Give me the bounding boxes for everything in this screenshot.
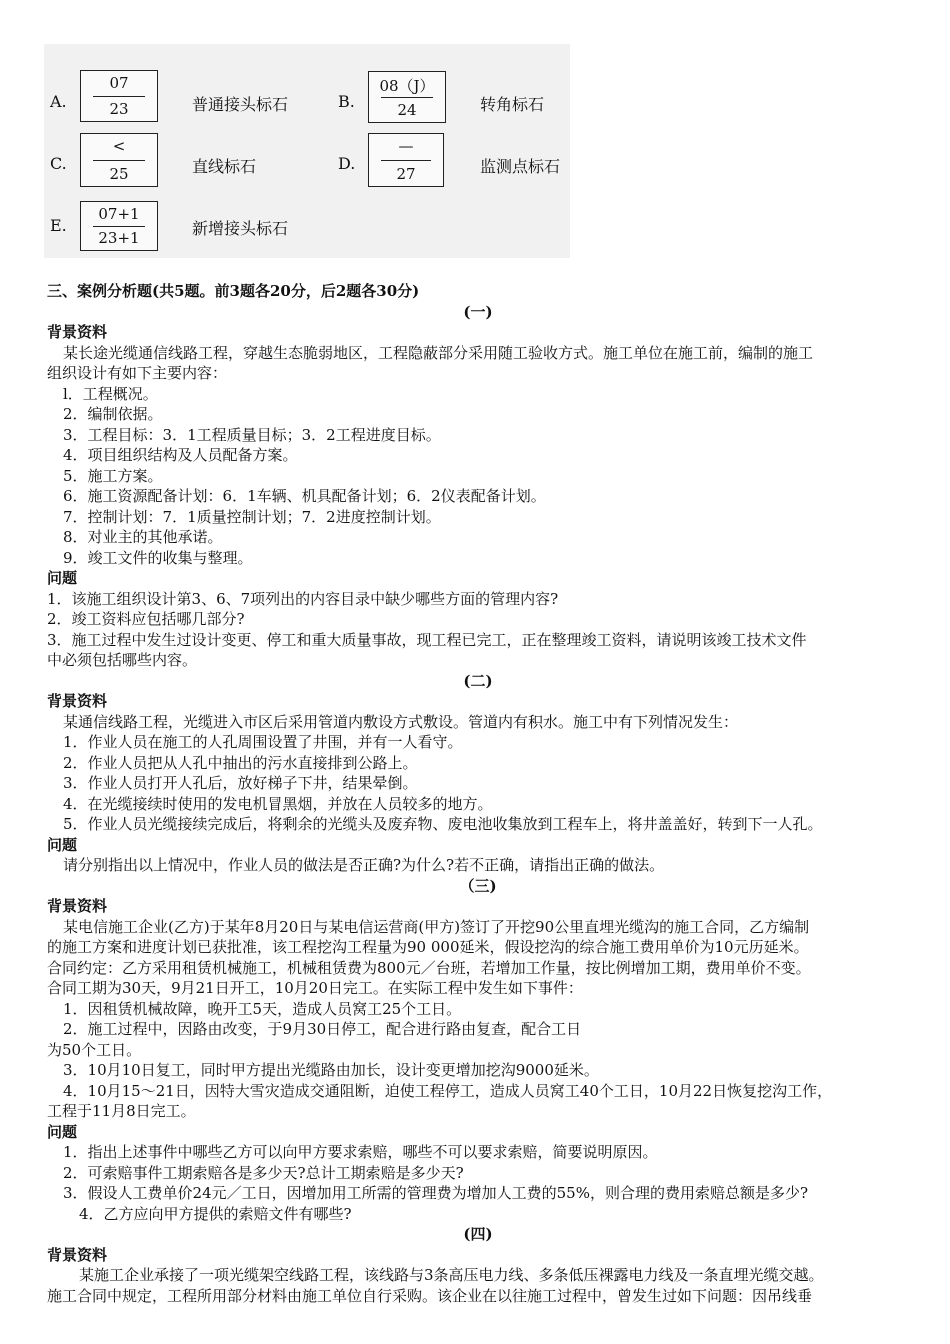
case-1-item-5: 5．施工方案。: [63, 466, 163, 485]
option-d-marker-box: [368, 133, 444, 187]
case-3-question-1: 1．指出上述事件中哪些乙方可以向甲方要求索赔，哪些不可以要求索赔，简要说明原因。: [63, 1143, 658, 1161]
case-1-question-3: 3．施工过程中发生过设计变更、停工和重大质量事故，现工程已完工，正在整理竣工资料，请说明该竣工技术文件: [47, 630, 807, 649]
section-heading: 三、案例分析题(共5题。前3题各20分，后2题各30分): [47, 282, 420, 300]
case-2-item-1: 1．作业人员在施工的人孔周围设置了井围，并有一人看守。: [63, 733, 463, 751]
case-3-event-2-cont: 为50个工日。: [47, 1040, 142, 1059]
case-1-heading: (一): [463, 302, 493, 321]
case-2-item-2: 2．作业人员把从人孔中抽出的污水直接排到公路上。: [63, 753, 418, 772]
case-2-paragraph: 某通信线路工程，光缆进入市区后采用管道内敷设方式敷设。管道内有积水。施工中有下列情况发生：: [63, 712, 739, 731]
case-1-question-1: 1．该施工组织设计第3、6、7项列出的内容目录中缺少哪些方面的管理内容?: [47, 589, 559, 608]
case-2-background-heading: 背景资料: [47, 692, 108, 710]
option-e-label: 新增接头标石: [192, 219, 289, 238]
case-4-paragraph: 某施工企业承接了一项光缆架空线路工程，该线路与3条高压电力线、多条低压裸露电力线及一条直埋光缆交越。: [79, 1266, 824, 1284]
option-e-divider: [93, 226, 145, 227]
option-d-letter: D.: [338, 154, 356, 173]
option-a-top-number: 07: [109, 74, 129, 92]
option-a-bottom-number: 23: [109, 100, 129, 118]
case-4-heading: (四): [463, 1225, 493, 1243]
option-d-bottom-number: 27: [396, 165, 416, 183]
case-2-item-3: 3．作业人员打开人孔后，放好梯子下井，结果晕倒。: [63, 774, 418, 792]
option-e-marker-box: [80, 201, 158, 251]
option-e-top-number: 07+1: [98, 205, 140, 223]
case-1-item-8: 8．对业主的其他承诺。: [63, 528, 223, 546]
case-3-event-4-cont: 工程于11月8日完工。: [47, 1102, 196, 1120]
option-b-label: 转角标石: [480, 95, 545, 114]
case-4-paragraph-cont: 施工合同中规定，工程所用部分材料由施工单位自行采购。该企业在以往施工过程中，曾发生过如下问题：因吊线垂: [47, 1286, 813, 1305]
case-1-item-7: 7．控制计划：7．1质量控制计划；7．2进度控制计划。: [63, 507, 441, 526]
case-3-event-2: 2．施工过程中，因路由改变，于9月30日停工，配合进行路由复查，配合工日: [63, 1020, 582, 1038]
case-1-questions-heading: 问题: [47, 569, 78, 587]
option-c-divider: [93, 160, 145, 161]
case-2-questions-heading: 问题: [47, 835, 78, 854]
option-d-divider: [381, 160, 431, 161]
option-c-label: 直线标石: [192, 157, 257, 176]
option-a-marker-box: [80, 70, 158, 122]
option-b-marker-box: [368, 71, 446, 123]
option-c-top-symbol: <: [112, 137, 126, 155]
case-2-item-4: 4．在光缆接续时使用的发电机冒黑烟，并放在人员较多的地方。: [63, 794, 493, 813]
case-1-paragraph: 某长途光缆通信线路工程，穿越生态脆弱地区，工程隐蔽部分采用随工验收方式。施工单位在施工前，编制的施工: [63, 343, 814, 362]
answer-options-figure: [44, 44, 570, 258]
case-1-item-6: 6．施工资源配备计划：6．1车辆、机具配备计划；6．2仪表配备计划。: [63, 487, 546, 505]
case-1-item-3: 3．工程目标：3．1工程质量目标；3．2工程进度目标。: [63, 425, 441, 444]
case-3-paragraph: 某电信施工企业(乙方)于某年8月20日与某电信运营商(甲方)签订了开挖90公里直埋光缆沟的施工合同，乙方编制: [63, 917, 810, 936]
case-1-item-9: 9．竣工文件的收集与整理。: [63, 548, 253, 567]
case-1-item-4: 4．项目组织结构及人员配备方案。: [63, 446, 298, 464]
case-3-event-4: 4．10月15～21日，因特大雪灾造成交通阻断，迫使工程停工，造成人员窝工40个工日，10月22日恢复挖沟工作，: [63, 1081, 833, 1100]
case-2-heading: (二): [463, 671, 493, 690]
case-1-question-3-cont: 中必须包括哪些内容。: [47, 651, 198, 669]
case-3-background-heading: 背景资料: [47, 897, 108, 915]
case-3-question-4: 4．乙方应向甲方提供的索赔文件有哪些?: [79, 1204, 352, 1223]
option-a-divider: [93, 96, 145, 97]
option-d-label: 监测点标石: [480, 157, 561, 176]
option-b-top-number: 08（J）: [379, 77, 435, 95]
case-2-question: 请分别指出以上情况中，作业人员的做法是否正确?为什么?若不正确，请指出正确的做法。: [63, 856, 665, 874]
option-e-bottom-number: 23+1: [98, 229, 140, 247]
case-1-item-2: 2．编制依据。: [63, 405, 163, 423]
option-d-top-symbol: —: [398, 137, 414, 155]
option-a-label: 普通接头标石: [192, 95, 289, 114]
option-b-divider: [381, 97, 433, 98]
case-1-paragraph-cont: 组织设计有如下主要内容：: [47, 364, 228, 382]
case-3-paragraph-cont-1: 的施工方案和进度计划已获批准，该工程挖沟工程量为90 000延米，假设挖沟的综合施工费用单价为10元历延米。: [47, 938, 809, 956]
option-a-letter: A.: [50, 92, 67, 111]
case-3-questions-heading: 问题: [47, 1122, 78, 1141]
case-3-paragraph-cont-2: 合同约定：乙方采用租赁机械施工，机械租赁费为800元／台班，若增加工作量，按比例增加工期，费用单价不变。: [47, 958, 811, 977]
option-c-letter: C.: [50, 154, 67, 173]
case-3-event-3: 3．10月10日复工，同时甲方提出光缆路由加长，设计变更增加挖沟9000延米。: [63, 1061, 599, 1079]
option-b-letter: B.: [338, 92, 355, 111]
case-3-paragraph-cont-3: 合同工期为30天，9月21日开工，10月20日完工。在实际工程中发生如下事件：: [47, 979, 583, 997]
option-e-letter: E.: [50, 216, 67, 235]
case-1-item-1: l．工程概况。: [63, 384, 158, 403]
option-c-bottom-number: 25: [109, 165, 129, 183]
option-c-marker-box: [80, 133, 158, 187]
option-b-bottom-number: 24: [397, 101, 417, 119]
case-3-question-3: 3．假设人工费单价24元／工日，因增加用工所需的管理费为增加人工费的55%，则合理的费用索赔总额是多少?: [63, 1184, 809, 1202]
case-3-heading: （三): [459, 876, 497, 895]
case-1-background-heading: 背景资料: [47, 323, 108, 341]
case-3-event-1: 1．因租赁机械故障，晚开工5天，造成人员窝工25个工日。: [63, 999, 462, 1018]
document-body: [47, 281, 909, 1306]
case-3-question-2: 2．可索赔事件工期索赔各是多少天?总计工期索赔是多少天?: [63, 1163, 464, 1182]
case-4-background-heading: 背景资料: [47, 1245, 108, 1264]
case-2-item-5: 5．作业人员光缆接续完成后，将剩余的光缆头及废弃物、废电池收集放到工程车上，将井盖盖好，转到下一人孔。: [63, 815, 823, 833]
case-1-question-2: 2．竣工资料应包括哪几部分?: [47, 610, 245, 628]
